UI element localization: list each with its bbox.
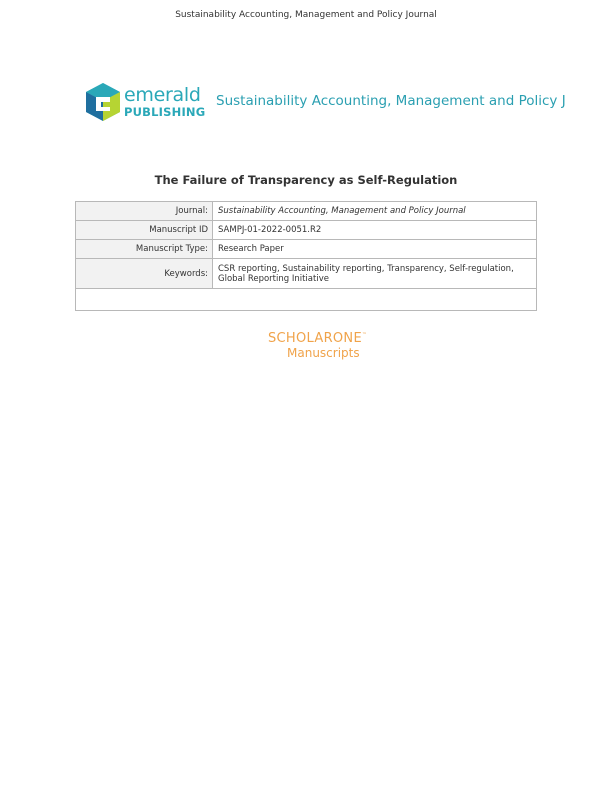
trademark-symbol: ™ (361, 332, 368, 338)
manuscript-id-value: SAMPJ-01-2022-0051.R2 (213, 221, 537, 240)
journal-value: Sustainability Accounting, Management and Policy Journal (213, 202, 537, 221)
paper-title: The Failure of Transparency as Self-Regulation (154, 173, 458, 187)
running-header: Sustainability Accounting, Management and Policy Journal (175, 10, 437, 20)
manuscript-id-label: Manuscript ID (76, 221, 213, 240)
journal-label: Journal: (76, 202, 213, 221)
scholarone-text: SCHOLARONE (268, 331, 362, 346)
scholarone-manuscripts-logo (268, 332, 378, 359)
logo-word-emerald: emerald (124, 83, 201, 106)
keywords-value: CSR reporting, Sustainability reporting, Transparency, Self-regulation, Global Reporting Initiative (213, 259, 537, 289)
manuscripts-text: Manuscripts (287, 346, 360, 360)
manuscript-metadata-table (75, 201, 537, 311)
keywords-label: Keywords: (76, 259, 213, 289)
logo-word-publishing: PUBLISHING (124, 104, 206, 119)
table-row-manuscript-type (76, 240, 537, 259)
empty-cell (76, 289, 537, 311)
table-row-journal (76, 202, 537, 221)
table-row-empty (76, 289, 537, 311)
manuscript-type-label: Manuscript Type: (76, 240, 213, 259)
emerald-logo-icon (84, 82, 122, 122)
journal-banner: Sustainability Accounting, Management and Policy J (216, 93, 566, 109)
manuscript-type-value: Research Paper (213, 240, 537, 259)
table-row-keywords (76, 259, 537, 289)
emerald-publishing-logo (84, 82, 205, 122)
table-row-manuscript-id (76, 221, 537, 240)
